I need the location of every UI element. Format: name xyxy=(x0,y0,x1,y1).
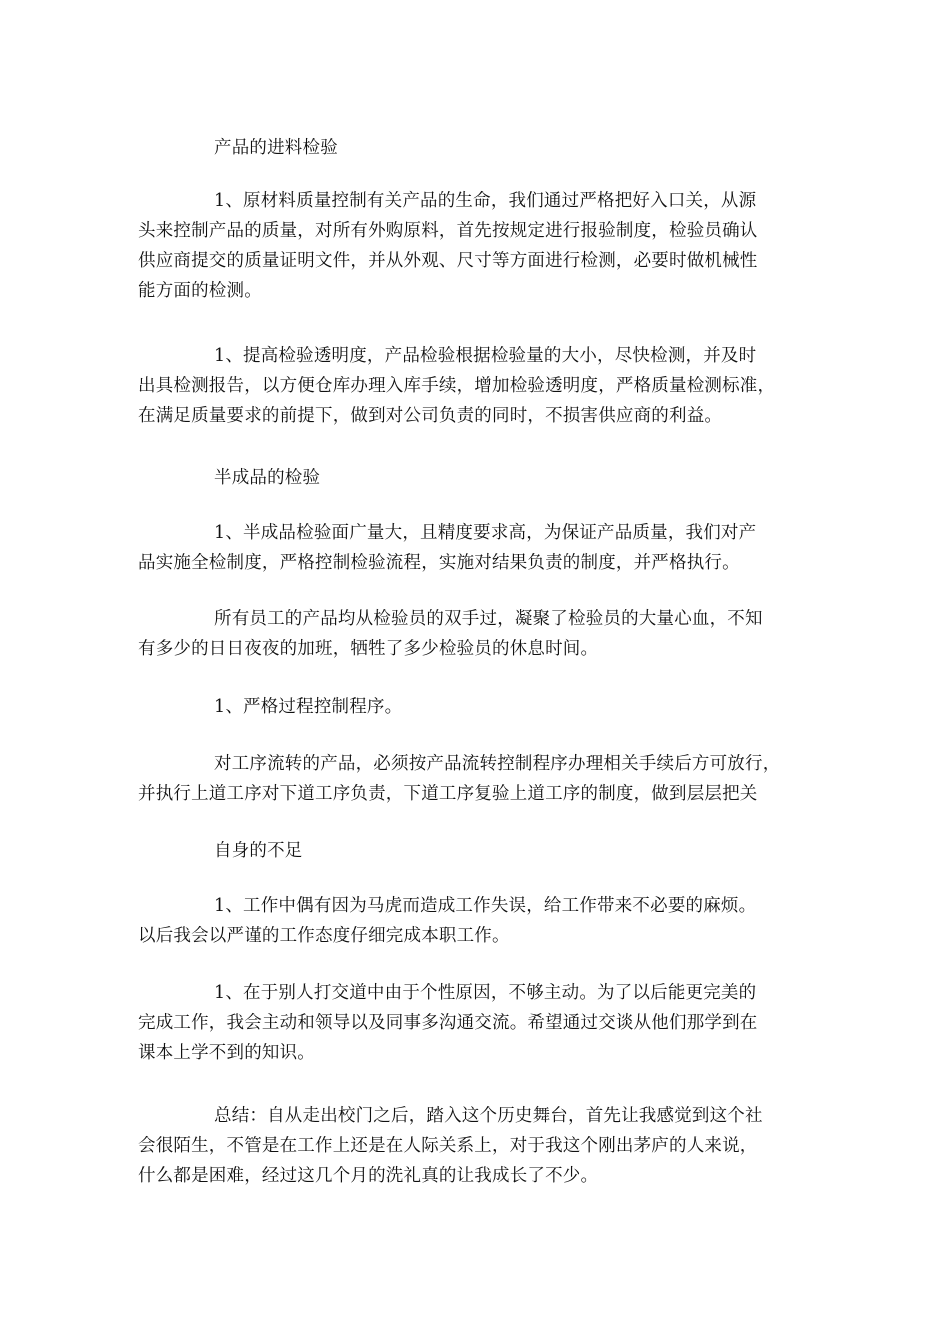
text-line: 1、在于别人打交道中由于个性原因，不够主动。为了以后能更完美的 xyxy=(214,983,757,1003)
text-line: 1、严格过程控制程序。 xyxy=(214,697,403,717)
paragraph-process-control xyxy=(138,692,818,722)
paragraph-transparency xyxy=(138,341,818,431)
text-line: 头来控制产品的质量，对所有外购原料，首先按规定进行报验制度，检验员确认 xyxy=(138,221,758,241)
text-line: 总结：自从走出校门之后，踏入这个历史舞台，首先让我感觉到这个社 xyxy=(214,1106,763,1126)
heading-shortcomings xyxy=(138,836,818,866)
text-line: 出具检测报告，以方便仓库办理入库手续，增加检验透明度，严格质量检测标准， xyxy=(138,376,776,396)
text-line: 能方面的检测。 xyxy=(138,281,262,301)
text-line: 1、提高检验透明度，产品检验根据检验量的大小，尽快检测，并及时 xyxy=(214,346,757,366)
text-line: 供应商提交的质量证明文件，并从外观、尺寸等方面进行检测，必要时做机械性 xyxy=(138,251,758,271)
text-line: 对工序流转的产品，必须按产品流转控制程序办理相关手续后方可放行， xyxy=(214,754,781,774)
text-line: 1、原材料质量控制有关产品的生命，我们通过严格把好入口关，从源 xyxy=(214,191,757,211)
text-line: 1、半成品检验面广量大，且精度要求高，为保证产品质量，我们对产 xyxy=(214,523,757,543)
heading-semi-finished xyxy=(138,463,818,493)
text-line: 课本上学不到的知识。 xyxy=(138,1043,315,1063)
text-line: 在满足质量要求的前提下，做到对公司负责的同时，不损害供应商的利益。 xyxy=(138,406,723,426)
text-line: 所有员工的产品均从检验员的双手过，凝聚了检验员的大量心血，不知 xyxy=(214,609,763,629)
text-line: 完成工作，我会主动和领导以及同事多沟通交流。希望通过交谈从他们那学到在 xyxy=(138,1013,758,1033)
heading-incoming-inspection xyxy=(138,133,818,163)
paragraph-communication xyxy=(138,978,818,1068)
paragraph-semi-finished xyxy=(138,518,818,578)
paragraph-mistakes xyxy=(138,891,818,951)
text-line: 自身的不足 xyxy=(214,841,303,861)
text-line: 1、工作中偶有因为马虎而造成工作失误，给工作带来不必要的麻烦。 xyxy=(214,896,757,916)
text-line: 什么都是困难，经过这几个月的洗礼真的让我成长了不少。 xyxy=(138,1166,599,1186)
text-line: 半成品的检验 xyxy=(214,468,321,488)
paragraph-employees xyxy=(138,604,818,664)
paragraph-summary xyxy=(138,1101,818,1191)
text-line: 并执行上道工序对下道工序负责，下道工序复验上道工序的制度，做到层层把关 xyxy=(138,784,758,804)
text-line: 品实施全检制度，严格控制检验流程，实施对结果负责的制度，并严格执行。 xyxy=(138,553,740,573)
text-line: 有多少的日日夜夜的加班，牺牲了多少检验员的休息时间。 xyxy=(138,639,599,659)
paragraph-raw-material xyxy=(138,186,818,306)
text-line: 以后我会以严谨的工作态度仔细完成本职工作。 xyxy=(138,926,510,946)
paragraph-workflow xyxy=(138,749,818,809)
text-line: 产品的进料检验 xyxy=(214,138,338,158)
text-line: 会很陌生，不管是在工作上还是在人际关系上，对于我这个刚出茅庐的人来说， xyxy=(138,1136,758,1156)
